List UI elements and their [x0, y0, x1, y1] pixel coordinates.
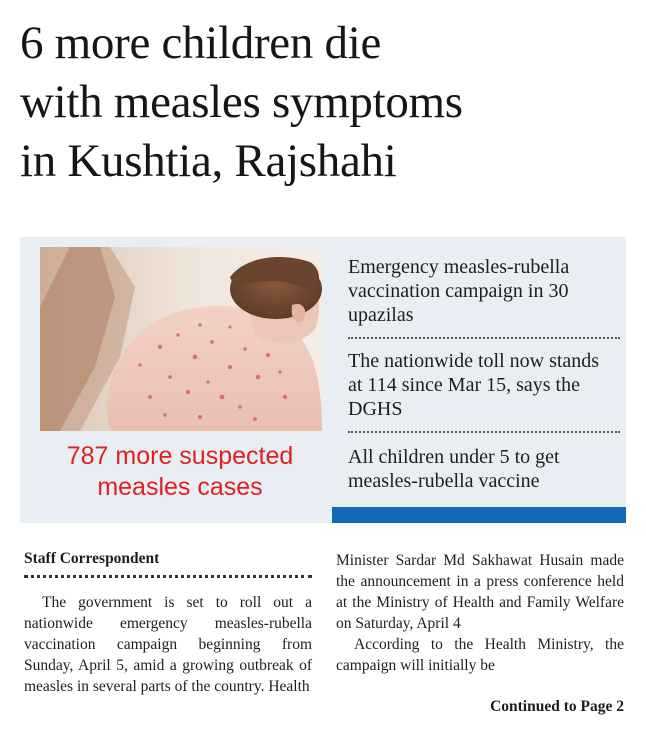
body-paragraph: According to the Health Ministry, the campaign will initially be [336, 636, 624, 674]
highlight-panel [20, 237, 626, 523]
byline-divider [24, 575, 312, 578]
highlight-item-1: Emergency measles-rubella vaccination campaign in 30 upazilas [348, 256, 570, 326]
accent-bar [332, 507, 626, 523]
continued-link[interactable]: Continued to Page 2 [490, 698, 624, 715]
caption-line-1: 787 more suspected [66, 442, 294, 470]
highlight-item-3: All children under 5 to get measles-rubella vaccine [348, 446, 560, 492]
body-paragraph: The government is set to roll out a nationwide emergency measles-rubella vaccination campaign beginning from Sunday, April 5, amid a growing outbreak of measles in several parts of the country. Health [24, 594, 312, 695]
highlight-divider-1 [348, 337, 620, 339]
body-column-1 [24, 592, 312, 697]
body-paragraph: Minister Sardar Md Sakhawat Husain made the announcement in a press conference held at the Ministry of Health and Family Welfare on Saturday, April 4 [336, 552, 624, 632]
caption [24, 441, 336, 503]
child-rash-photo [40, 247, 322, 431]
highlight-item-2: The nationwide toll now stands at 114 since Mar 15, says the DGHS [348, 350, 600, 420]
headline [20, 14, 630, 191]
byline: Staff Correspondent [24, 550, 160, 567]
body-column-2 [336, 550, 624, 676]
headline-line-3: in Kushtia, Rajshahi [20, 135, 397, 187]
caption-line-2: measles cases [97, 473, 263, 501]
headline-line-1: 6 more children die [20, 17, 382, 69]
highlights-column [332, 237, 626, 523]
headline-line-2: with measles symptoms [20, 76, 463, 128]
highlight-divider-2 [348, 431, 620, 433]
